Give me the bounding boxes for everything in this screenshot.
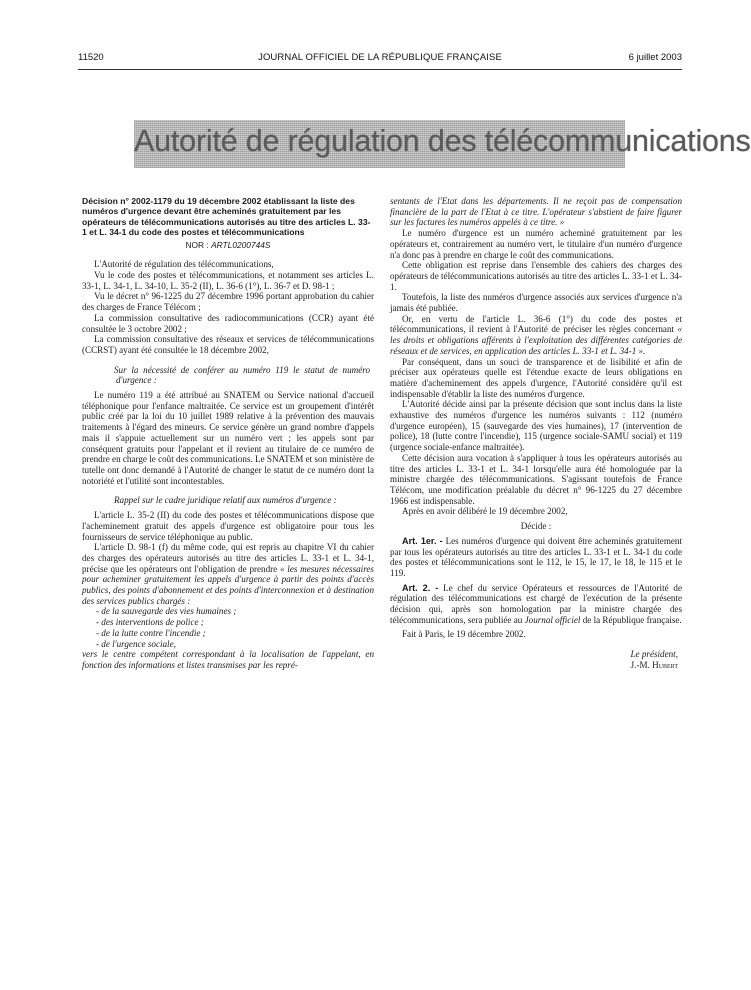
article-label: Art. 2. -: [402, 582, 439, 593]
paragraph: L'article L. 35-2 (II) du code des postes et télécommunications dispose que l'acheminement gratuit des appels d'urgence est obligatoire pour tous les fournisseurs de service téléphonique au public.: [82, 510, 374, 542]
issue-date: 6 juillet 2003: [628, 52, 682, 63]
nor-reference: [82, 240, 374, 251]
article-text: de la République française.: [582, 614, 682, 625]
list-item: - des interventions de police ;: [96, 617, 204, 628]
page-header: [78, 52, 682, 68]
paragraph: Vu le décret n° 96-1225 du 27 décembre 1996 portant approbation du cahier des charges de France Télécom ;: [82, 291, 374, 313]
paragraph: Par conséquent, dans un souci de transparence et de lisibilité et afin de préciser aux opérateurs quelle est l'étendue exacte de leurs obligations en matière d'acheminement des appels d'urgence, l'Autorité considère qu'il est indispensable d'établir la liste des numéros d'urgence.: [390, 356, 682, 399]
paragraph: Toutefois, la liste des numéros d'urgence associés aux services d'urgence n'a jamais été publiée.: [390, 292, 682, 314]
left-column: [82, 196, 374, 671]
nor-label: NOR :: [185, 239, 209, 250]
article-2: [390, 583, 682, 626]
paragraph: Vu le code des postes et télécommunications, et notamment ses articles L. 33-1, L. 34-1, L. 34-10, L. 35-2 (II), L. 36-6 (1°), L. 36-7 et D. 98-1 ;: [82, 270, 374, 291]
list-item: - de la lutte contre l'incendie ;: [96, 627, 206, 638]
article-text: Les numéros d'urgence qui doivent être acheminés gratuitement par tous les opérateurs autorisés au titre des articles L. 33-1 et L. 34-1 du code des postes et télécommunications sont le 112, le 15, le 17, le 18, le 115 et le 119.: [390, 535, 682, 578]
signatory-title: Le président,: [630, 649, 678, 660]
signatory-name: J.-M. Hubert: [630, 659, 678, 670]
paragraph: La commission consultative des réseaux et services de télécommunications (CCRST) ayant été consultée le 18 décembre 2002,: [82, 334, 374, 355]
paragraph: [82, 542, 374, 606]
section-banner: [134, 120, 751, 168]
paragraph-text: L'article D. 98-1 (f) du même code, qui est repris au chapitre VI du cahier des charges des opérateurs autorisés au titre des articles L. 33-1 et L. 34-1, précise que les opérateurs ont l'obligation de prendre: [82, 542, 374, 574]
done-at: Fait à Paris, le 19 décembre 2002.: [402, 629, 526, 640]
article-text: Le chef du service Opérateurs et ressources de l'Autorité de régulation des télécommunications est chargé de l'exécution de la présente décision qui, après son homologation par la ministre chargée des télécommunications, sera publiée au: [390, 582, 682, 625]
paragraph: L'Autorité de régulation des télécommunications,: [94, 259, 274, 270]
journal-title: JOURNAL OFFICIEL DE LA RÉPUBLIQUE FRANÇAISE: [258, 52, 502, 63]
header-rule: [78, 69, 682, 70]
list-item: - de l'urgence sociale,: [96, 638, 176, 649]
paragraph: La commission consultative des radiocommunications (CCR) ayant été consultée le 3 octobre 2002 ;: [82, 312, 374, 334]
section-subheading: Rappel sur le cadre juridique relatif aux numéros d'urgence :: [114, 495, 337, 506]
paragraph: [390, 314, 682, 357]
decide-heading: Décide :: [520, 521, 552, 532]
paragraph: vers le centre compétent correspondant à la localisation de l'appelant, en fonction des informations et listes transmises par les repré-: [82, 649, 374, 670]
paragraph: sentants de l'Etat dans les départements. Il ne reçoit pas de compensation financière de la part de l'Etat à ce titre. L'opérateur s'abstient de faire figurer sur les factures les numéros appelés à ce titre. »: [390, 196, 682, 228]
paragraph: Le numéro 119 a été attribué au SNATEM ou Service national d'accueil téléphonique pour l'enfance maltraitée. Ce service est un groupement d'intérêt public créé par la loi du 10 juillet 1989 relative à la prévention des mauvais traitements à l'égard des mineurs. Ce service génère un grand nombre d'appels mais il s'appuie actuellement sur un numéro vert ; les appels sont par conséquent gratuits pour l'appelant et il revient au titulaire de ce numéro de prendre en charge le coût des communications. Le SNATEM et son ministère de tutelle ont donc demandé à l'Autorité de changer le statut de ce numéro dont la notoriété et l'utilité sont incontestables.: [82, 390, 375, 486]
quoted-text: « les mesures nécessaires pour acheminer gratuitement les appels d'urgence à partir des points d'accès publics, des points d'abonnement et des points d'interconnexion et à destination des services publics chargés :: [82, 563, 374, 606]
article-label: Art. 1er. -: [402, 535, 443, 546]
paragraph: Cette décision aura vocation à s'appliquer à tous les opérateurs autorisés au titre des articles L. 33-1 et L. 34-1 lorsqu'elle aura été homologuée par la ministre chargée des télécommunications. S'agissant toutefois de France Télécom, une modification préalable du décret n° 96-1225 du 27 décembre 1966 est indispensable.: [390, 452, 682, 506]
paragraph: Après en avoir délibéré le 19 décembre 2002,: [402, 506, 568, 517]
nor-code: ARTL0200744S: [211, 239, 271, 250]
paragraph: L'Autorité décide ainsi par la présente décision que sont inclus dans la liste exhaustive des numéros d'urgence les numéros suivants : 112 (numéro d'urgence européen), 15 (sauvegarde des vies humaines), 17 (intervention de police), 18 (lutte contre l'incendie), 115 (urgence sociale-SAMU social) et 119 (urgence sociale-enfance maltraitée).: [390, 399, 682, 453]
quoted-text: « les droits et obligations afférents à l'exploitation des différentes catégories de réseaux et de services, en application des articles L. 33-1 et L. 34-1 ».: [390, 324, 682, 356]
section-subheading: Sur la nécessité de conférer au numéro 119 le statut de numéro d'urgence :: [114, 364, 370, 386]
paragraph: Le numéro d'urgence est un numéro acheminé gratuitement par les opérateurs et, contrairement au numéro vert, le titulaire d'un numéro d'urgence n'a donc pas à prendre en charge le coût des communications.: [390, 228, 682, 260]
list-item: - de la sauvegarde des vies humaines ;: [96, 606, 237, 617]
page-number: 11520: [78, 52, 104, 63]
decision-title: Décision n° 2002-1179 du 19 décembre 2002 établissant la liste des numéros d'urgence devant être acheminés gratuitement par les opérateurs de télécommunications autorisés au titre des articles L. 33-1 et L. 34-1 du code des postes et télécommunications: [82, 196, 371, 238]
right-column: [390, 196, 682, 671]
paragraph-text: Or, en vertu de l'article L. 36-6 (1°) du code des postes et télécommunications, il revient à l'Autorité de préciser les règles concernant: [390, 313, 682, 335]
journal-reference: Journal officiel: [524, 614, 581, 625]
paragraph: Cette obligation est reprise dans l'ensemble des cahiers des charges des opérateurs de télécommunications autorisés au titre des articles L. 33-1 et L. 34-1.: [390, 260, 682, 292]
banner-title: Autorité de régulation des télécommunications: [134, 124, 751, 158]
article-1: [390, 536, 682, 579]
